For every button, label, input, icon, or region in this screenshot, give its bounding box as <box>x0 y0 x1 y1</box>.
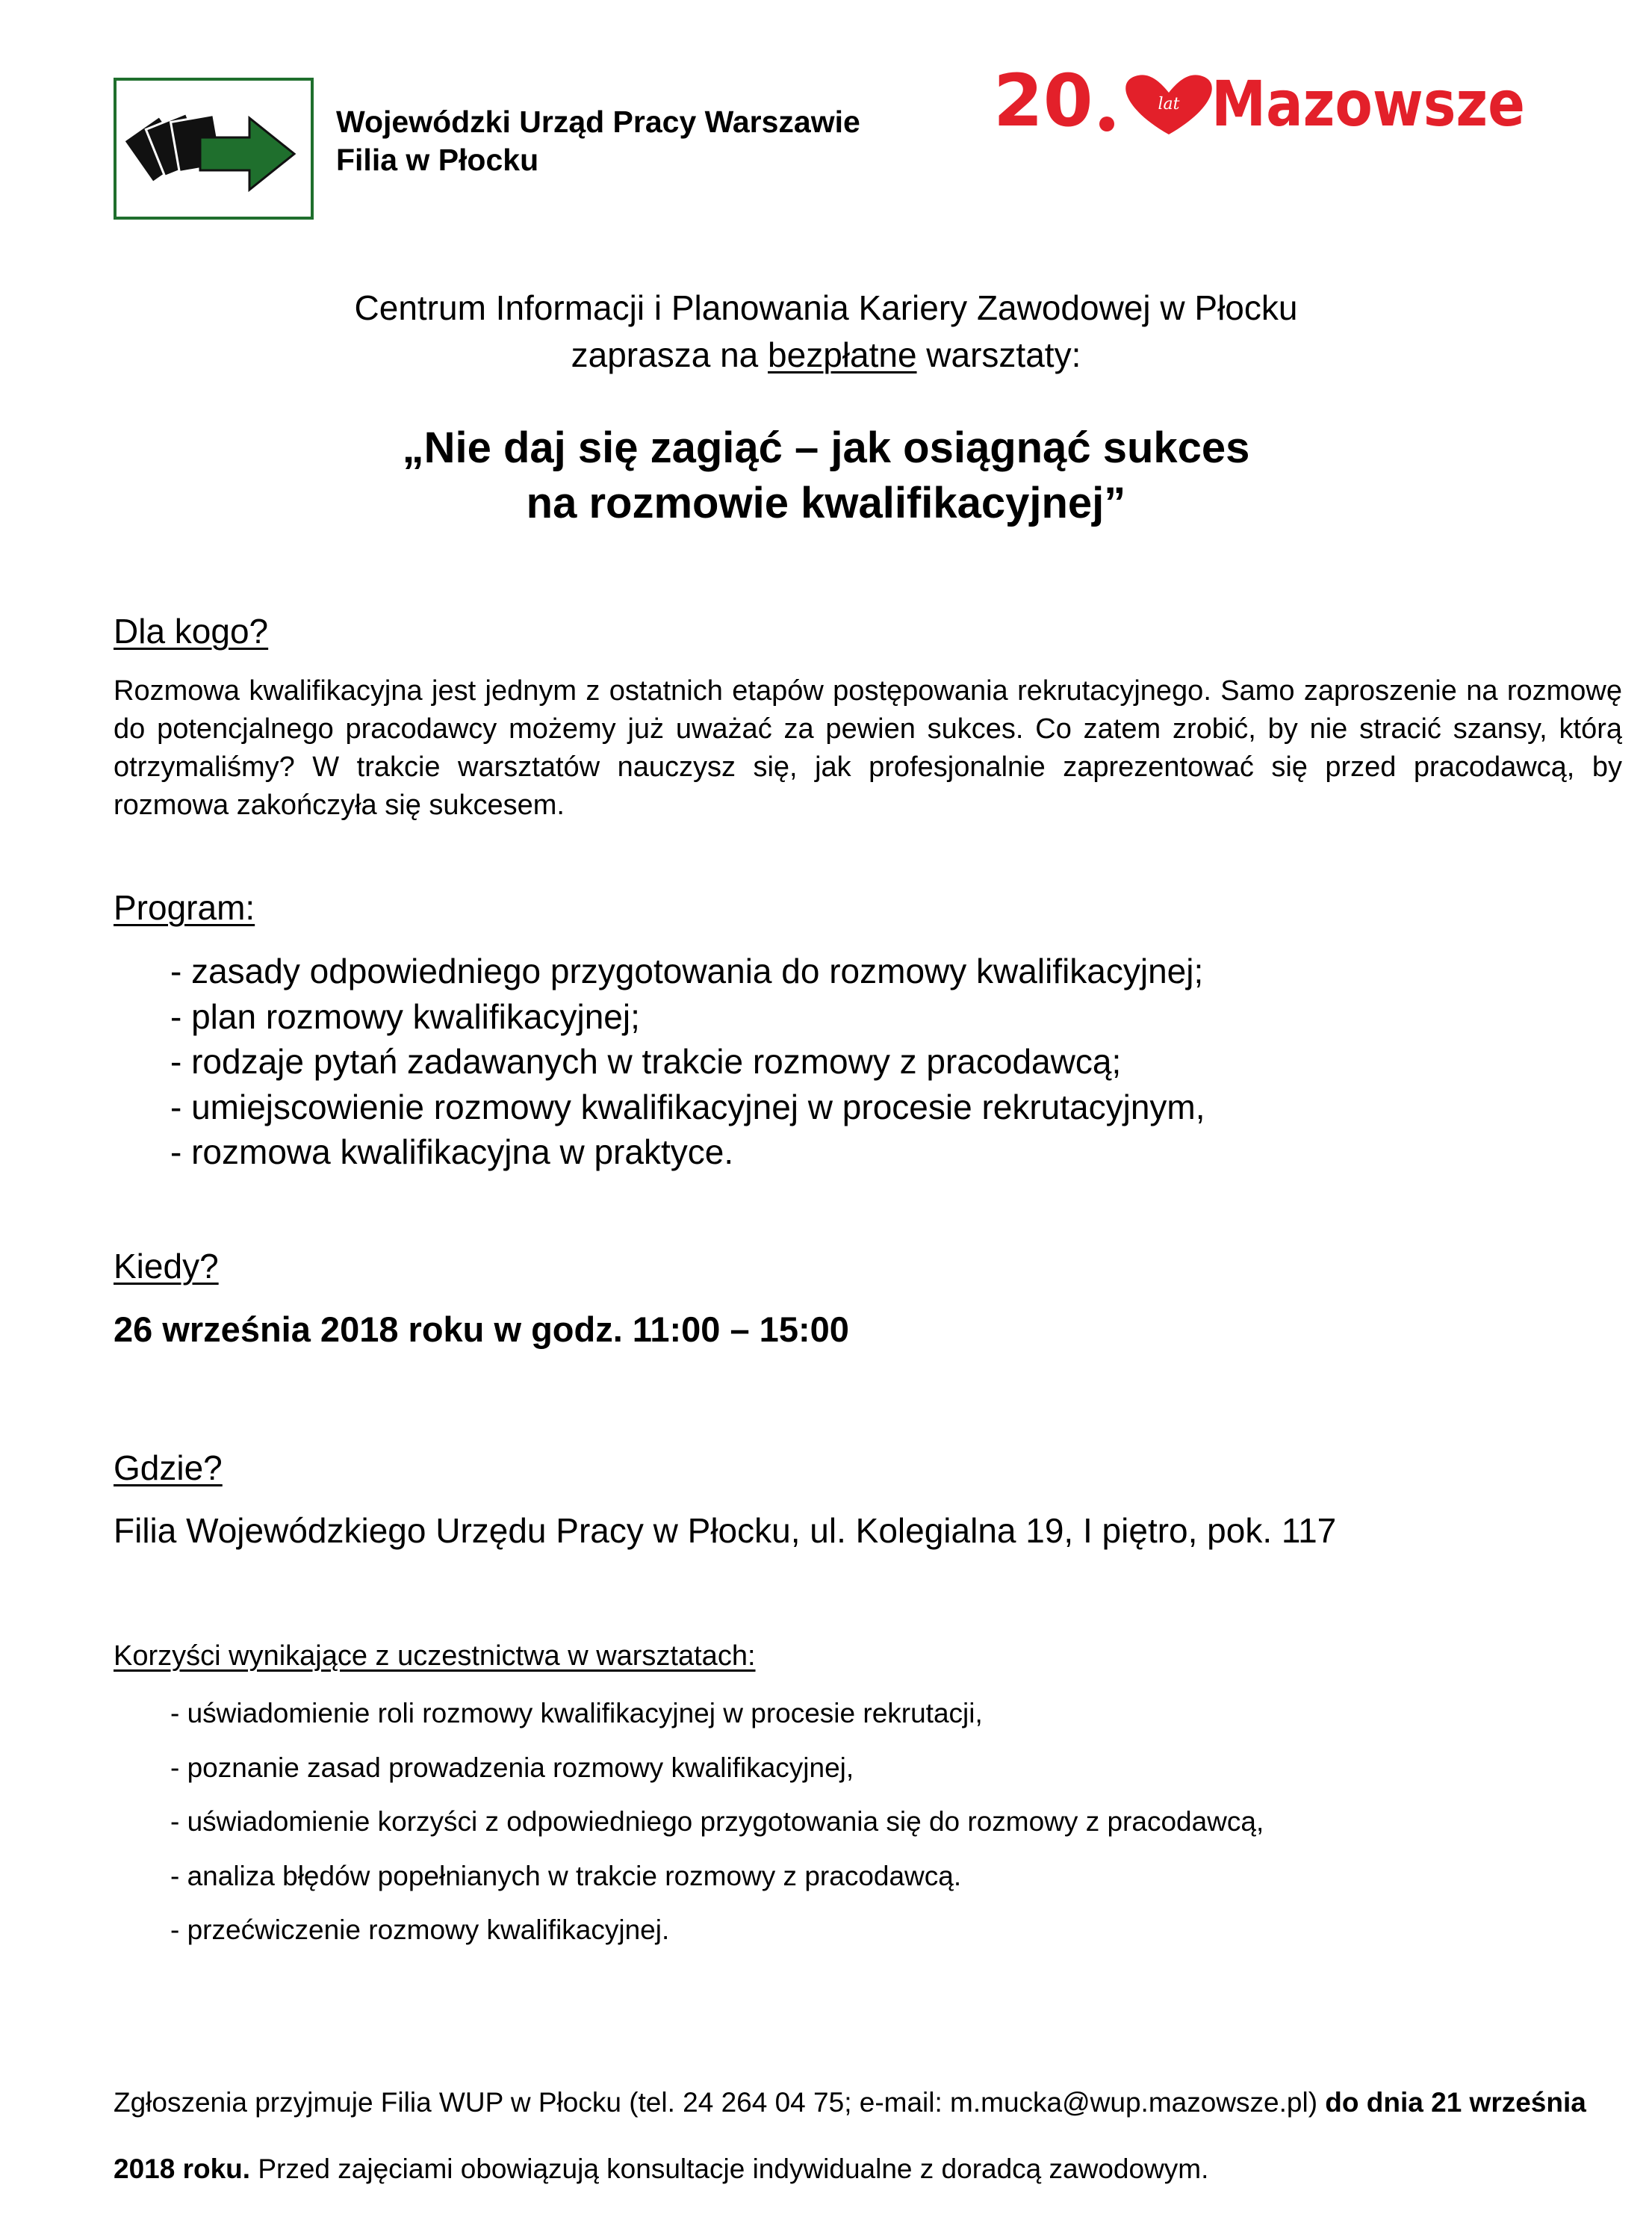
list-item: - analiza błędów popełnianych w trakcie rozmowy z pracodawcą. <box>170 1860 962 1891</box>
workshop-date: 26 września 2018 roku w godz. 11:00 – 15:00 <box>114 1309 849 1349</box>
who-description: Rozmowa kwalifikacyjna jest jednym z ostatnich etapów postępowania rekrutacyjnego. Samo zaproszenie na rozmowę do potencjalnego pracodawcy możemy już uważać za pewien sukces. Co zatem zrobić, by nie stracić szansy, którą otrzymaliśmy? W trakcie warsztatów nauczysz się, jak profesjonalnie zaprezentować się przed pracodawcą, by rozmowa zakończyła się sukcesem. <box>114 675 1622 821</box>
logo-name: Mazowsze <box>1211 67 1525 140</box>
section-heading-who: Dla kogo? <box>114 612 269 651</box>
list-item: - rozmowa kwalifikacyjna w praktyce. <box>170 1132 734 1171</box>
workshop-title-line1: „Nie daj się zagiąć – jak osiągnąć sukces <box>402 424 1250 472</box>
workshop-location: Filia Wojewódzkiego Urzędu Pracy w Płocku, ul. Kolegialna 19, I piętro, pok. 117 <box>114 1511 1337 1550</box>
list-item: - plan rozmowy kwalifikacyjnej; <box>170 996 640 1036</box>
list-item: - uświadomienie roli rozmowy kwalifikacyjnej w procesie rekrutacji, <box>170 1698 983 1728</box>
intro-line1: Centrum Informacji i Planowania Kariery Zawodowej w Płocku <box>354 288 1298 327</box>
list-item: - rodzaje pytań zadawanych w trakcie rozmowy z pracodawcą; <box>170 1042 1122 1081</box>
registration-note: Przed zajęciami obowiązują konsultacje indywidualne z doradcą zawodowym. <box>250 2153 1209 2184</box>
benefits-list <box>170 1687 1264 1958</box>
intro-text-end: warsztaty: <box>916 335 1081 374</box>
list-item: - umiejscowienie rozmowy kwalifikacyjnej w procesie rekrutacyjnym, <box>170 1087 1205 1126</box>
section-heading-where: Gdzie? <box>114 1448 223 1487</box>
org-name-line1: Wojewódzki Urząd Pracy Warszawie <box>336 105 860 139</box>
list-item: - przećwiczenie rozmowy kwalifikacyjnej. <box>170 1914 670 1945</box>
registration-deadline: do dnia 21 września 2018 roku. <box>114 2087 1586 2184</box>
list-item: - poznanie zasad prowadzenia rozmowy kwalifikacyjnej, <box>170 1752 854 1783</box>
wup-logo-graphic <box>117 81 311 217</box>
program-list <box>170 949 1205 1175</box>
section-heading-benefits: Korzyści wynikające z uczestnictwa w warsztatach: <box>114 1640 756 1672</box>
list-item: - zasady odpowiedniego przygotowania do rozmowy kwalifikacyjnej; <box>170 952 1204 990</box>
registration-contact: Zgłoszenia przyjmuje Filia WUP w Płocku (tel. 24 264 04 75; e-mail: m.mucka@wup.mazowsze.pl) <box>114 2087 1326 2118</box>
intro-line2 <box>114 335 1538 375</box>
wup-logo <box>114 78 314 220</box>
registration-info <box>114 2069 1630 2202</box>
workshop-title-line2: na rozmowie kwalifikacyjnej” <box>526 479 1126 527</box>
mazowsze-20-lat-logo <box>993 60 1531 142</box>
logo-small-text: lat <box>1158 95 1180 114</box>
section-heading-when: Kiedy? <box>114 1247 219 1286</box>
free-emphasis: bezpłatne <box>768 335 917 374</box>
logo-number: 20 <box>993 59 1093 143</box>
organization-name <box>336 103 860 179</box>
section-heading-program: Program: <box>114 888 255 927</box>
intro-text: zaprasza na <box>571 335 768 374</box>
org-name-line2: Filia w Płocku <box>336 143 539 177</box>
list-item: - uświadomienie korzyści z odpowiedniego przygotowania się do rozmowy z pracodawcą, <box>170 1806 1264 1837</box>
